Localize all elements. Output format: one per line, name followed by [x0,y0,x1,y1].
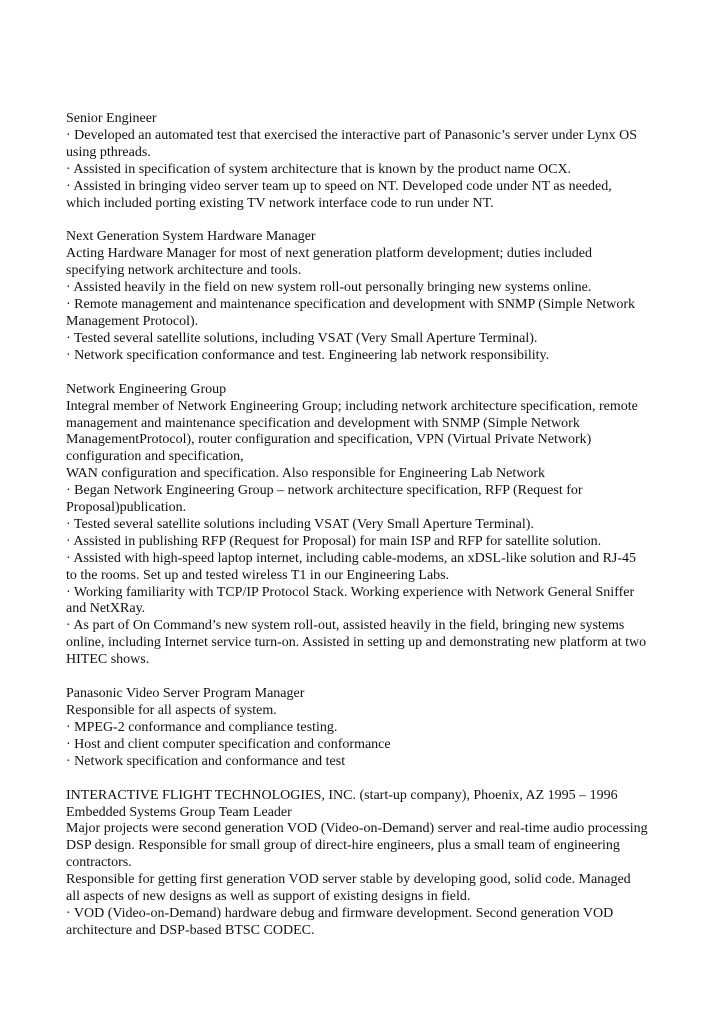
text-line: Responsible for all aspects of system. [66,703,277,718]
text-line: Major projects were second generation VOD (Video-on-Demand) server and real-time audio processing [66,821,648,837]
section-heading: INTERACTIVE FLIGHT TECHNOLOGIES, INC. (start-up company), Phoenix, AZ 1995 – 1996 [66,787,618,803]
text-line: Proposal)publication. [66,500,187,516]
text-line: Responsible for getting first generation VOD server stable by developing good, solid code. Managed [66,872,631,888]
text-line: · As part of On Command’s new system roll-out, assisted heavily in the field, bringing new systems [66,618,625,634]
section-interactive-flight-technologies [66,788,670,940]
section-senior-engineer [66,111,670,212]
text-line: · Network specification conformance and test. Engineering lab network responsibility. [66,347,550,363]
text-line: architecture and DSP-based BTSC CODEC. [66,922,315,938]
text-line: using pthreads. [66,144,151,160]
text-line: management and maintenance specification and development with SNMP (Simple Network [66,415,580,431]
text-line: specifying network architecture and tools. [66,263,302,279]
text-line: · Developed an automated test that exercised the interactive part of Panasonic’s server under Lynx OS [66,127,638,143]
text-line: Integral member of Network Engineering Group; including network architecture specification, remote [66,398,638,414]
text-line: · Working familiarity with TCP/IP Protocol Stack. Working experience with Network General Sniffer [66,584,635,600]
text-line: HITEC shows. [66,652,150,668]
section-heading: Panasonic Video Server Program Manager [66,686,305,702]
section-panasonic-video-server [66,686,670,771]
text-line: · VOD (Video-on-Demand) hardware debug and firmware development. Second generation VOD [66,905,614,921]
text-line: · MPEG-2 conformance and compliance testing. [66,719,338,735]
text-line: WAN configuration and specification. Also responsible for Engineering Lab Network [66,466,545,482]
text-line: Acting Hardware Manager for most of next generation platform development; duties included [66,246,592,262]
text-line: · Assisted in bringing video server team up to speed on NT. Developed code under NT as needed, [66,178,612,194]
text-line: · Tested several satellite solutions, including VSAT (Very Small Aperture Terminal). [66,330,538,346]
section-heading: Next Generation System Hardware Manager [66,229,316,245]
text-line: · Network specification and conformance and test [66,753,346,769]
resume-page [66,111,670,957]
text-line: · Remote management and maintenance specification and development with SNMP (Simple Network [66,297,636,313]
text-line: to the rooms. Set up and tested wireless T1 in our Engineering Labs. [66,567,450,583]
text-line: and NetXRay. [66,601,146,617]
section-next-generation-hardware-manager [66,229,670,364]
text-line: DSP design. Responsible for small group of direct-hire engineers, plus a small team of engineering [66,838,620,854]
text-line: · Began Network Engineering Group – network architecture specification, RFP (Request for [66,483,583,499]
section-network-engineering-group [66,382,670,669]
text-line: contractors. [66,855,132,871]
text-line: · Assisted heavily in the field on new system roll-out personally bringing new systems online. [66,280,592,296]
section-heading: Senior Engineer [66,111,157,126]
text-line: · Host and client computer specification and conformance [66,736,391,752]
text-line: Management Protocol). [66,313,199,329]
text-line: · Assisted in publishing RFP (Request for Proposal) for main ISP and RFP for satellite solution. [66,533,602,549]
text-line: which included porting existing TV network interface code to run under NT. [66,195,494,211]
text-line: · Assisted with high-speed laptop internet, including cable-modems, an xDSL-like solution and RJ-45 [66,550,637,566]
text-line: ManagementProtocol), router configuration and specification, VPN (Virtual Private Network) [66,432,592,448]
text-line: Embedded Systems Group Team Leader [66,804,292,820]
text-line: all aspects of new designs as well as support of existing designs in field. [66,889,471,905]
text-line: online, including Internet service turn-on. Assisted in setting up and demonstrating new platform at two [66,635,647,651]
text-line: configuration and specification, [66,449,244,465]
section-heading: Network Engineering Group [66,381,227,397]
text-line: · Assisted in specification of system architecture that is known by the product name OCX. [66,161,572,177]
text-line: · Tested several satellite solutions including VSAT (Very Small Aperture Terminal). [66,516,534,532]
